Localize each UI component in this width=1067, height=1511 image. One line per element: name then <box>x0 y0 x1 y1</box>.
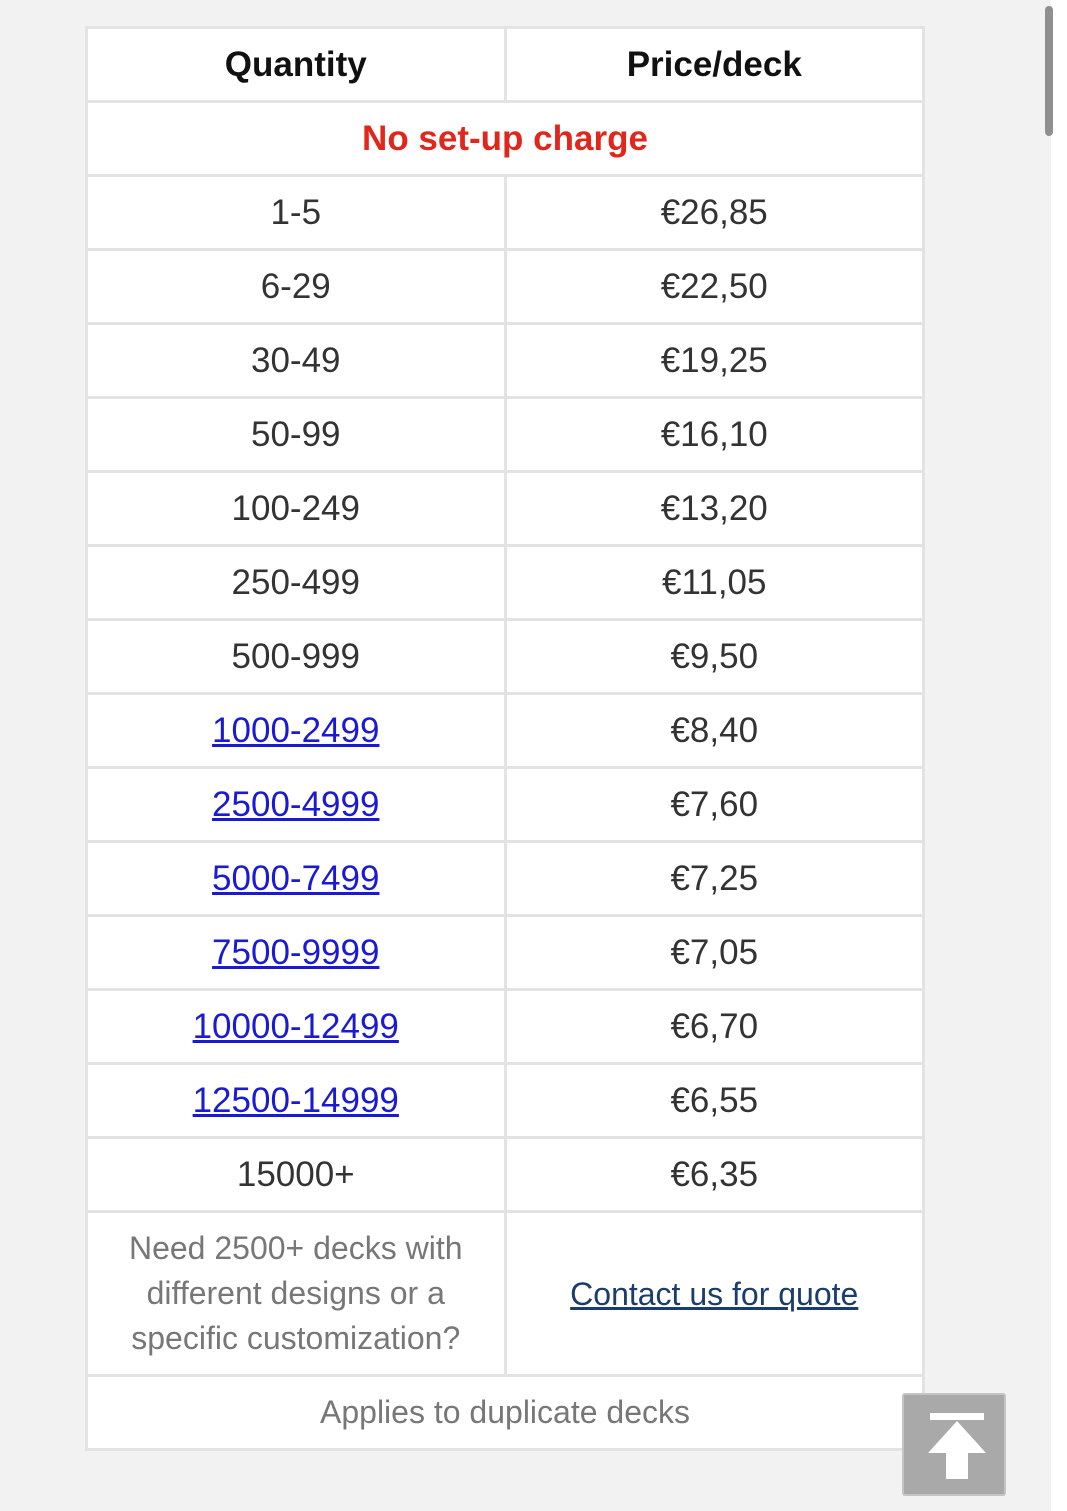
table-row <box>87 990 924 1064</box>
contact-cell <box>505 1212 924 1376</box>
table-row <box>87 842 924 916</box>
quantity-cell: 50-99 <box>87 398 506 472</box>
table-row <box>87 398 924 472</box>
table-row <box>87 1138 924 1212</box>
price-cell: €11,05 <box>505 546 924 620</box>
table-row <box>87 472 924 546</box>
quantity-header: Quantity <box>87 28 506 102</box>
price-cell: €16,10 <box>505 398 924 472</box>
quantity-link[interactable]: 10000-12499 <box>192 1006 399 1046</box>
quantity-cell: 500-999 <box>87 620 506 694</box>
quantity-cell: 6-29 <box>87 250 506 324</box>
table-row <box>87 324 924 398</box>
price-cell: €26,85 <box>505 176 924 250</box>
quantity-cell <box>87 768 506 842</box>
table-row <box>87 176 924 250</box>
table-row <box>87 546 924 620</box>
pricing-table <box>85 26 925 1451</box>
quantity-cell <box>87 990 506 1064</box>
price-cell: €7,05 <box>505 916 924 990</box>
table-row <box>87 694 924 768</box>
quantity-cell: 100-249 <box>87 472 506 546</box>
price-cell: €13,20 <box>505 472 924 546</box>
quantity-link[interactable]: 5000-7499 <box>212 858 380 898</box>
price-cell: €6,70 <box>505 990 924 1064</box>
footer-note: Applies to duplicate decks <box>87 1376 924 1450</box>
price-cell: €7,60 <box>505 768 924 842</box>
price-cell: €8,40 <box>505 694 924 768</box>
price-cell: €19,25 <box>505 324 924 398</box>
quantity-cell: 250-499 <box>87 546 506 620</box>
table-row <box>87 250 924 324</box>
setup-note-row <box>87 102 924 176</box>
arrow-up-to-line-icon <box>904 1395 1004 1494</box>
price-cell: €6,55 <box>505 1064 924 1138</box>
quantity-link[interactable]: 2500-4999 <box>212 784 380 824</box>
price-header: Price/deck <box>505 28 924 102</box>
table-row <box>87 916 924 990</box>
scrollbar-gutter <box>1051 0 1067 1511</box>
quantity-cell: 30-49 <box>87 324 506 398</box>
table-row <box>87 1064 924 1138</box>
quantity-cell <box>87 694 506 768</box>
table-header-row <box>87 28 924 102</box>
price-cell: €9,50 <box>505 620 924 694</box>
quantity-link[interactable]: 1000-2499 <box>212 710 380 750</box>
price-cell: €22,50 <box>505 250 924 324</box>
table-row <box>87 620 924 694</box>
quantity-cell <box>87 1064 506 1138</box>
quantity-cell: 1-5 <box>87 176 506 250</box>
setup-note: No set-up charge <box>87 102 924 176</box>
table-row <box>87 768 924 842</box>
price-cell: €7,25 <box>505 842 924 916</box>
contact-us-link[interactable]: Contact us for quote <box>570 1275 859 1312</box>
quantity-cell <box>87 916 506 990</box>
price-cell: €6,35 <box>505 1138 924 1212</box>
quantity-cell: 15000+ <box>87 1138 506 1212</box>
scrollbar-thumb[interactable] <box>1045 6 1053 136</box>
quantity-cell <box>87 842 506 916</box>
custom-quote-row <box>87 1212 924 1376</box>
custom-note: Need 2500+ decks with different designs or a specific customization? <box>87 1212 506 1376</box>
quantity-link[interactable]: 12500-14999 <box>192 1080 399 1120</box>
scroll-to-top-button[interactable] <box>902 1393 1006 1496</box>
footer-note-row <box>87 1376 924 1450</box>
quantity-link[interactable]: 7500-9999 <box>212 932 380 972</box>
